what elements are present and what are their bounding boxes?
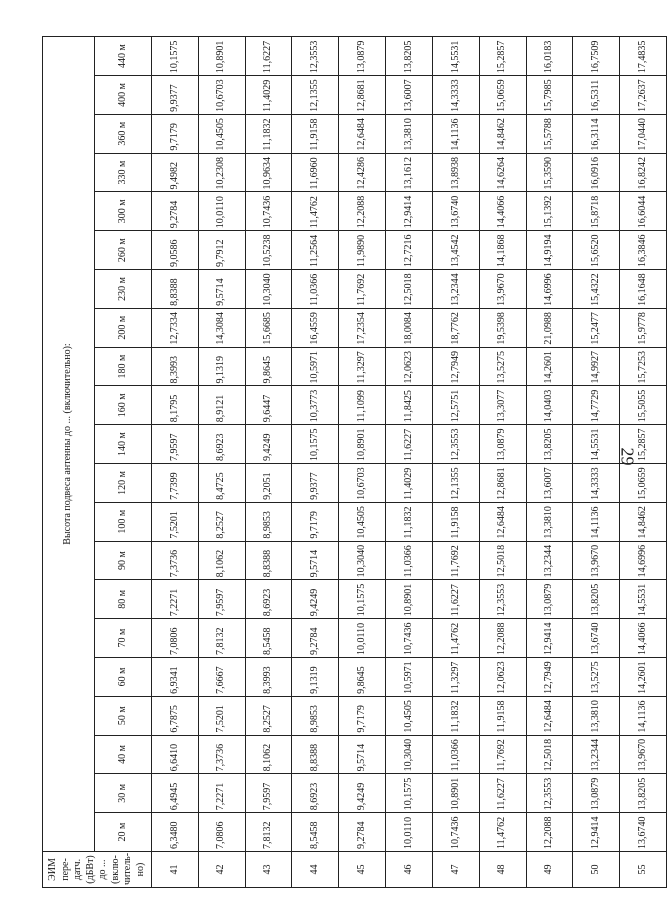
distance-value-cell: 11,4762 xyxy=(292,192,339,231)
distance-value-cell: 7,3736 xyxy=(152,541,199,580)
distance-value-cell: 10,3040 xyxy=(245,270,292,309)
distance-value-cell: 16,5311 xyxy=(573,76,620,115)
distance-value-cell: 19,5398 xyxy=(479,308,526,347)
distance-value-cell: 12,9414 xyxy=(573,813,620,852)
height-header-cell: 330 м xyxy=(94,153,151,192)
distance-value-cell: 11,3297 xyxy=(339,347,386,386)
distance-value-cell: 14,5531 xyxy=(573,425,620,464)
height-header-cell: 140 м xyxy=(94,425,151,464)
distance-value-cell: 13,9670 xyxy=(479,270,526,309)
distance-value-cell: 9,2784 xyxy=(292,619,339,658)
distance-value-cell: 13,2344 xyxy=(573,735,620,774)
distance-value-cell: 7,6667 xyxy=(198,658,245,697)
distance-value-cell: 8,5458 xyxy=(292,813,339,852)
distance-value-cell: 15,4322 xyxy=(573,270,620,309)
distance-value-cell: 13,6740 xyxy=(432,192,479,231)
height-header-cell: 80 м xyxy=(94,580,151,619)
distance-value-cell: 10,9634 xyxy=(245,153,292,192)
distance-value-cell: 7,9597 xyxy=(198,580,245,619)
table-row xyxy=(526,37,573,888)
distance-value-cell: 10,7436 xyxy=(386,619,433,658)
distance-value-cell: 7,0806 xyxy=(152,619,199,658)
distance-value-cell: 12,1355 xyxy=(432,464,479,503)
distance-value-cell: 10,3773 xyxy=(292,386,339,425)
distance-value-cell: 14,6996 xyxy=(526,270,573,309)
distance-value-cell: 16,0183 xyxy=(526,37,573,76)
height-header-row xyxy=(94,37,151,888)
distance-value-cell: 12,8681 xyxy=(479,464,526,503)
height-header-cell: 70 м xyxy=(94,619,151,658)
height-header-cell: 160 м xyxy=(94,386,151,425)
distance-value-cell: 14,1136 xyxy=(620,696,667,735)
distance-value-cell: 10,7436 xyxy=(245,192,292,231)
distance-value-cell: 10,4505 xyxy=(339,502,386,541)
distance-value-cell: 7,9597 xyxy=(152,425,199,464)
distance-value-cell: 15,0659 xyxy=(620,464,667,503)
distance-value-cell: 13,3810 xyxy=(573,696,620,735)
distance-value-cell: 11,0366 xyxy=(386,541,433,580)
height-header-cell: 120 м xyxy=(94,464,151,503)
distance-value-cell: 12,9414 xyxy=(386,192,433,231)
distance-value-cell: 14,4066 xyxy=(620,619,667,658)
distance-value-cell: 10,5238 xyxy=(245,231,292,270)
distance-value-cell: 10,3040 xyxy=(339,541,386,580)
distance-value-cell: 9,7179 xyxy=(292,502,339,541)
distance-value-cell: 17,2637 xyxy=(620,76,667,115)
height-header-cell: 300 м xyxy=(94,192,151,231)
distance-value-cell: 14,8462 xyxy=(479,114,526,153)
table-row xyxy=(573,37,620,888)
distance-value-cell: 7,5201 xyxy=(198,696,245,735)
distance-value-cell: 12,2088 xyxy=(526,813,573,852)
height-header-cell: 90 м xyxy=(94,541,151,580)
distance-value-cell: 10,1575 xyxy=(339,580,386,619)
distance-value-cell: 11,4762 xyxy=(479,813,526,852)
distance-value-cell: 9,2784 xyxy=(152,192,199,231)
distance-value-cell: 11,4762 xyxy=(432,619,479,658)
distance-value-cell: 17,0440 xyxy=(620,114,667,153)
height-header-cell: 50 м xyxy=(94,696,151,735)
distance-value-cell: 14,6264 xyxy=(479,153,526,192)
height-header-cell: 200 м xyxy=(94,308,151,347)
distance-value-cell: 16,0916 xyxy=(573,153,620,192)
distance-value-cell: 14,8462 xyxy=(620,502,667,541)
distance-value-cell: 10,8901 xyxy=(198,37,245,76)
table-row xyxy=(386,37,433,888)
distance-value-cell: 13,8205 xyxy=(620,774,667,813)
distance-value-cell: 6,4945 xyxy=(152,774,199,813)
distance-value-cell: 7,8132 xyxy=(198,619,245,658)
distance-value-cell: 8,6923 xyxy=(292,774,339,813)
distance-value-cell: 12,5018 xyxy=(386,270,433,309)
eirp-value-cell: 47 xyxy=(432,852,479,888)
distance-value-cell: 6,3480 xyxy=(152,813,199,852)
distance-value-cell: 11,9158 xyxy=(432,502,479,541)
distance-value-cell: 13,8938 xyxy=(432,153,479,192)
distance-value-cell: 13,4542 xyxy=(432,231,479,270)
height-header-cell: 100 м xyxy=(94,502,151,541)
eirp-value-cell: 45 xyxy=(339,852,386,888)
distance-value-cell: 13,8205 xyxy=(573,580,620,619)
distance-value-cell: 13,3810 xyxy=(386,114,433,153)
distance-value-cell: 10,1575 xyxy=(386,774,433,813)
distance-value-cell: 10,5971 xyxy=(386,658,433,697)
distance-value-cell: 12,5018 xyxy=(479,541,526,580)
table-row xyxy=(479,37,526,888)
distance-value-cell: 12,1355 xyxy=(292,76,339,115)
distance-value-cell: 12,6484 xyxy=(339,114,386,153)
distance-value-cell: 16,1648 xyxy=(620,270,667,309)
distance-value-cell: 8,9853 xyxy=(245,502,292,541)
distance-value-cell: 9,2784 xyxy=(339,813,386,852)
distance-value-cell: 9,4249 xyxy=(339,774,386,813)
distance-value-cell: 9,6447 xyxy=(245,386,292,425)
distance-value-cell: 10,5971 xyxy=(292,347,339,386)
eirp-column-header: ЭИМ пере-датч. (дБВт) до ... (вклю-читель-но) xyxy=(43,852,152,888)
distance-value-cell: 12,3553 xyxy=(526,774,573,813)
table-row xyxy=(198,37,245,888)
distance-value-cell: 9,9377 xyxy=(292,464,339,503)
distance-value-cell: 8,9853 xyxy=(292,696,339,735)
distance-value-cell: 11,1099 xyxy=(339,386,386,425)
height-header-cell: 20 м xyxy=(94,813,151,852)
eirp-value-cell: 48 xyxy=(479,852,526,888)
distance-value-cell: 7,3736 xyxy=(198,735,245,774)
eirp-value-cell: 44 xyxy=(292,852,339,888)
distance-value-cell: 8,6923 xyxy=(245,580,292,619)
distance-value-cell: 15,6685 xyxy=(245,308,292,347)
height-header-cell: 60 м xyxy=(94,658,151,697)
distance-value-cell: 12,5018 xyxy=(526,735,573,774)
distance-value-cell: 12,7949 xyxy=(432,347,479,386)
distance-value-cell: 7,9597 xyxy=(245,774,292,813)
distance-value-cell: 9,7179 xyxy=(152,114,199,153)
distance-value-cell: 15,3590 xyxy=(526,153,573,192)
distance-value-cell: 13,6007 xyxy=(386,76,433,115)
distance-value-cell: 11,6227 xyxy=(479,774,526,813)
distance-value-cell: 12,4286 xyxy=(339,153,386,192)
distance-value-cell: 14,4066 xyxy=(479,192,526,231)
distance-value-cell: 9,4249 xyxy=(292,580,339,619)
distance-value-cell: 13,3810 xyxy=(526,502,573,541)
distance-value-cell: 14,1868 xyxy=(479,231,526,270)
distance-value-cell: 9,1319 xyxy=(292,658,339,697)
distance-value-cell: 16,3846 xyxy=(620,231,667,270)
distance-value-cell: 9,7912 xyxy=(198,231,245,270)
distance-value-cell: 14,3333 xyxy=(573,464,620,503)
distance-value-cell: 11,9158 xyxy=(292,114,339,153)
distance-value-cell: 13,8205 xyxy=(526,425,573,464)
distance-value-cell: 14,0403 xyxy=(526,386,573,425)
table-body xyxy=(152,37,667,888)
distance-value-cell: 12,0623 xyxy=(479,658,526,697)
distance-value-cell: 10,6703 xyxy=(339,464,386,503)
distance-value-cell: 15,9778 xyxy=(620,308,667,347)
table-row xyxy=(152,37,199,888)
distance-value-cell: 16,4559 xyxy=(292,308,339,347)
distance-value-cell: 13,0879 xyxy=(479,425,526,464)
distance-value-cell: 11,0366 xyxy=(292,270,339,309)
distance-value-cell: 14,3084 xyxy=(198,308,245,347)
distance-value-cell: 13,1612 xyxy=(386,153,433,192)
distance-value-cell: 6,6410 xyxy=(152,735,199,774)
distance-value-cell: 7,0806 xyxy=(198,813,245,852)
eirp-value-cell: 41 xyxy=(152,852,199,888)
table-row xyxy=(620,37,667,888)
distance-value-cell: 13,0879 xyxy=(339,37,386,76)
distance-value-cell: 16,8242 xyxy=(620,153,667,192)
distance-value-cell: 12,5751 xyxy=(432,386,479,425)
distance-value-cell: 15,8718 xyxy=(573,192,620,231)
distance-value-cell: 8,1062 xyxy=(198,541,245,580)
distance-value-cell: 9,2051 xyxy=(245,464,292,503)
distance-value-cell: 10,0110 xyxy=(386,813,433,852)
distance-value-cell: 14,5531 xyxy=(620,580,667,619)
distance-value-cell: 10,1575 xyxy=(292,425,339,464)
distance-value-cell: 17,4835 xyxy=(620,37,667,76)
antenna-height-table xyxy=(42,36,667,888)
distance-value-cell: 12,6484 xyxy=(479,502,526,541)
distance-value-cell: 14,2601 xyxy=(620,658,667,697)
distance-value-cell: 13,8205 xyxy=(386,37,433,76)
distance-value-cell: 15,5788 xyxy=(526,114,573,153)
distance-value-cell: 7,5201 xyxy=(152,502,199,541)
distance-value-cell: 7,2271 xyxy=(152,580,199,619)
distance-value-cell: 9,0586 xyxy=(152,231,199,270)
rotated-table-container xyxy=(42,36,648,888)
distance-value-cell: 11,6227 xyxy=(432,580,479,619)
distance-value-cell: 12,3553 xyxy=(479,580,526,619)
eirp-value-cell: 42 xyxy=(198,852,245,888)
distance-value-cell: 13,2344 xyxy=(526,541,573,580)
distance-value-cell: 11,6227 xyxy=(386,425,433,464)
distance-value-cell: 15,5055 xyxy=(620,386,667,425)
distance-value-cell: 8,8388 xyxy=(245,541,292,580)
distance-value-cell: 16,6044 xyxy=(620,192,667,231)
table-row xyxy=(245,37,292,888)
distance-value-cell: 8,2527 xyxy=(198,502,245,541)
distance-value-cell: 14,2601 xyxy=(526,347,573,386)
distance-value-cell: 8,3993 xyxy=(152,347,199,386)
distance-value-cell: 11,8425 xyxy=(386,386,433,425)
distance-value-cell: 14,9927 xyxy=(573,347,620,386)
distance-value-cell: 9,5714 xyxy=(198,270,245,309)
distance-value-cell: 9,4982 xyxy=(152,153,199,192)
distance-value-cell: 11,4029 xyxy=(245,76,292,115)
distance-value-cell: 7,2271 xyxy=(198,774,245,813)
distance-value-cell: 9,1319 xyxy=(198,347,245,386)
distance-value-cell: 10,8901 xyxy=(386,580,433,619)
eirp-value-cell: 43 xyxy=(245,852,292,888)
antenna-height-group-header: Высота подвеса антенны до ... (включительно): xyxy=(43,37,95,852)
distance-value-cell: 6,9341 xyxy=(152,658,199,697)
distance-value-cell: 12,7949 xyxy=(526,658,573,697)
page-number: 29 xyxy=(617,447,638,466)
height-header-cell: 260 м xyxy=(94,231,151,270)
distance-value-cell: 12,2088 xyxy=(479,619,526,658)
distance-value-cell: 13,3077 xyxy=(479,386,526,425)
distance-value-cell: 10,0110 xyxy=(339,619,386,658)
distance-value-cell: 11,0366 xyxy=(432,735,479,774)
table-sheet xyxy=(42,36,648,888)
distance-value-cell: 13,6740 xyxy=(573,619,620,658)
distance-value-cell: 21,0988 xyxy=(526,308,573,347)
height-header-cell: 40 м xyxy=(94,735,151,774)
distance-value-cell: 13,9670 xyxy=(573,541,620,580)
distance-value-cell: 14,3333 xyxy=(432,76,479,115)
height-header-cell: 400 м xyxy=(94,76,151,115)
distance-value-cell: 18,7762 xyxy=(432,308,479,347)
height-header-cell: 30 м xyxy=(94,774,151,813)
distance-value-cell: 8,8388 xyxy=(292,735,339,774)
distance-value-cell: 6,7875 xyxy=(152,696,199,735)
distance-value-cell: 15,7985 xyxy=(526,76,573,115)
distance-value-cell: 7,8132 xyxy=(245,813,292,852)
distance-value-cell: 10,6703 xyxy=(198,76,245,115)
distance-value-cell: 13,2344 xyxy=(432,270,479,309)
distance-value-cell: 12,7216 xyxy=(386,231,433,270)
distance-value-cell: 9,9377 xyxy=(152,76,199,115)
table-row xyxy=(292,37,339,888)
distance-value-cell: 10,1575 xyxy=(152,37,199,76)
distance-value-cell: 8,1062 xyxy=(245,735,292,774)
distance-value-cell: 9,5714 xyxy=(292,541,339,580)
table-row xyxy=(339,37,386,888)
distance-value-cell: 16,7509 xyxy=(573,37,620,76)
distance-value-cell: 9,7179 xyxy=(339,696,386,735)
distance-value-cell: 10,3040 xyxy=(386,735,433,774)
distance-value-cell: 13,0879 xyxy=(526,580,573,619)
distance-value-cell: 15,7253 xyxy=(620,347,667,386)
distance-value-cell: 11,1832 xyxy=(386,502,433,541)
distance-value-cell: 8,6923 xyxy=(198,425,245,464)
distance-value-cell: 8,5458 xyxy=(245,619,292,658)
distance-value-cell: 14,6996 xyxy=(620,541,667,580)
distance-value-cell: 11,7692 xyxy=(432,541,479,580)
distance-value-cell: 13,5275 xyxy=(573,658,620,697)
distance-value-cell: 11,3297 xyxy=(432,658,479,697)
distance-value-cell: 11,2564 xyxy=(292,231,339,270)
height-header-cell: 180 м xyxy=(94,347,151,386)
eirp-value-cell: 49 xyxy=(526,852,573,888)
distance-value-cell: 11,7692 xyxy=(339,270,386,309)
height-header-cell: 440 м xyxy=(94,37,151,76)
distance-value-cell: 15,2477 xyxy=(573,308,620,347)
distance-value-cell: 14,9194 xyxy=(526,231,573,270)
distance-value-cell: 13,9670 xyxy=(620,735,667,774)
eirp-value-cell: 55 xyxy=(620,852,667,888)
height-header-cell: 360 м xyxy=(94,114,151,153)
distance-value-cell: 12,0623 xyxy=(386,347,433,386)
distance-value-cell: 13,0879 xyxy=(573,774,620,813)
distance-value-cell: 10,4505 xyxy=(198,114,245,153)
distance-value-cell: 13,6007 xyxy=(526,464,573,503)
distance-value-cell: 10,0110 xyxy=(198,192,245,231)
distance-value-cell: 18,0084 xyxy=(386,308,433,347)
distance-value-cell: 11,1832 xyxy=(432,696,479,735)
eirp-value-cell: 50 xyxy=(573,852,620,888)
distance-value-cell: 14,5531 xyxy=(432,37,479,76)
distance-value-cell: 10,8901 xyxy=(339,425,386,464)
distance-value-cell: 10,7436 xyxy=(432,813,479,852)
distance-value-cell: 11,1832 xyxy=(245,114,292,153)
distance-value-cell: 12,7334 xyxy=(152,308,199,347)
distance-value-cell: 8,9121 xyxy=(198,386,245,425)
distance-value-cell: 8,8388 xyxy=(152,270,199,309)
distance-value-cell: 9,8645 xyxy=(339,658,386,697)
distance-value-cell: 13,5275 xyxy=(479,347,526,386)
distance-value-cell: 9,4249 xyxy=(245,425,292,464)
distance-value-cell: 12,2088 xyxy=(339,192,386,231)
distance-value-cell: 11,7692 xyxy=(479,735,526,774)
distance-value-cell: 11,9158 xyxy=(479,696,526,735)
distance-value-cell: 15,0659 xyxy=(479,76,526,115)
distance-value-cell: 17,2354 xyxy=(339,308,386,347)
eirp-value-cell: 46 xyxy=(386,852,433,888)
distance-value-cell: 7,7399 xyxy=(152,464,199,503)
distance-value-cell: 11,6227 xyxy=(245,37,292,76)
distance-value-cell: 9,8645 xyxy=(245,347,292,386)
distance-value-cell: 12,8681 xyxy=(339,76,386,115)
distance-value-cell: 16,3114 xyxy=(573,114,620,153)
distance-value-cell: 10,2308 xyxy=(198,153,245,192)
distance-value-cell: 12,3553 xyxy=(292,37,339,76)
distance-value-cell: 12,9414 xyxy=(526,619,573,658)
distance-value-cell: 11,9890 xyxy=(339,231,386,270)
height-header-cell: 230 м xyxy=(94,270,151,309)
distance-value-cell: 10,8901 xyxy=(432,774,479,813)
distance-value-cell: 12,3553 xyxy=(432,425,479,464)
distance-value-cell: 15,1392 xyxy=(526,192,573,231)
distance-value-cell: 12,6484 xyxy=(526,696,573,735)
distance-value-cell: 8,2527 xyxy=(245,696,292,735)
distance-value-cell: 10,4505 xyxy=(386,696,433,735)
distance-value-cell: 11,6960 xyxy=(292,153,339,192)
distance-value-cell: 14,1136 xyxy=(573,502,620,541)
distance-value-cell: 15,2857 xyxy=(479,37,526,76)
distance-value-cell: 8,4725 xyxy=(198,464,245,503)
distance-value-cell: 14,7729 xyxy=(573,386,620,425)
distance-value-cell: 15,2857 xyxy=(620,425,667,464)
distance-value-cell: 15,6520 xyxy=(573,231,620,270)
distance-value-cell: 8,1795 xyxy=(152,386,199,425)
table-row xyxy=(432,37,479,888)
distance-value-cell: 11,4029 xyxy=(386,464,433,503)
distance-value-cell: 13,6740 xyxy=(620,813,667,852)
distance-value-cell: 14,1136 xyxy=(432,114,479,153)
distance-value-cell: 8,3993 xyxy=(245,658,292,697)
distance-value-cell: 9,5714 xyxy=(339,735,386,774)
